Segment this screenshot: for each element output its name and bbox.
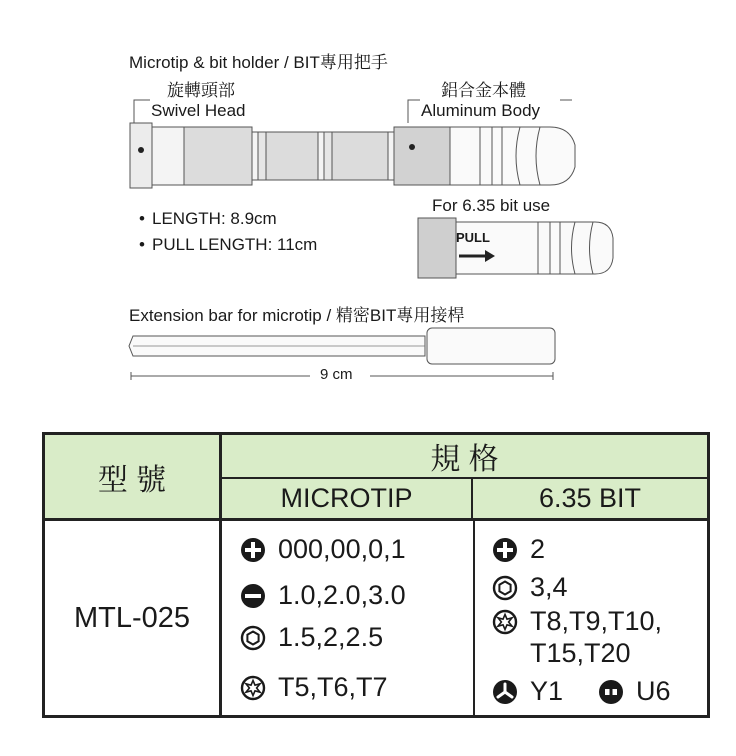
microtip-hex-sizes: 1.5,2,2.5 bbox=[278, 622, 384, 652]
bit-item-torx-continued bbox=[530, 638, 631, 669]
slotted-icon bbox=[240, 583, 266, 609]
microtip-item-hex bbox=[240, 622, 383, 653]
bit-header: 6.35 BIT bbox=[538, 483, 642, 513]
column-divider bbox=[473, 521, 475, 715]
swivel-head-cn-label: 旋轉頭部 bbox=[167, 81, 235, 100]
aluminum-body-en-label: Aluminum Body bbox=[421, 101, 541, 120]
microtip-header-cell bbox=[222, 479, 473, 521]
torx-icon bbox=[492, 609, 518, 635]
u-icon bbox=[598, 679, 624, 705]
bit-item-u bbox=[598, 676, 671, 707]
holder-illustration bbox=[120, 95, 590, 195]
model-header: 型 號 bbox=[97, 463, 167, 497]
cap-dot bbox=[138, 147, 144, 153]
microtip-header: MICROTIP bbox=[280, 483, 413, 513]
spec-header-cell bbox=[222, 435, 707, 479]
microtip-phillips-sizes: 000,00,0,1 bbox=[278, 534, 406, 564]
pull-length-bullet: • bbox=[139, 235, 145, 254]
microtip-item-phillips bbox=[240, 534, 406, 565]
bit-torx-sizes-line2: T15,T20 bbox=[530, 638, 631, 668]
model-header-cell bbox=[45, 435, 222, 521]
microtip-item-torx bbox=[240, 672, 388, 703]
bit-header-cell bbox=[473, 479, 707, 521]
bit-hex-sizes: 3,4 bbox=[530, 572, 568, 602]
microtip-slotted-sizes: 1.0,2.0,3.0 bbox=[278, 580, 406, 610]
pull-length-label: PULL LENGTH: 11cm bbox=[152, 235, 318, 254]
bit-tri-wing-size: Y1 bbox=[530, 676, 564, 706]
bit-use-label: For 6.35 bit use bbox=[432, 196, 551, 215]
hex-icon bbox=[240, 625, 266, 651]
phillips-icon bbox=[240, 537, 266, 563]
aluminum-body-cn-label: 鋁合金本體 bbox=[441, 81, 526, 100]
swivel-head-en-label: Swivel Head bbox=[151, 101, 246, 120]
length-label: LENGTH: 8.9cm bbox=[152, 209, 277, 228]
bit-u-size: U6 bbox=[636, 676, 671, 706]
microtip-torx-sizes: T5,T6,T7 bbox=[278, 672, 388, 702]
bit-phillips-sizes: 2 bbox=[530, 534, 546, 564]
bit-item-phillips bbox=[492, 534, 545, 565]
extension-length-label: 9 cm bbox=[320, 366, 353, 383]
bit-item-hex bbox=[492, 572, 568, 603]
bit-item-tri-wing bbox=[492, 676, 563, 707]
length-bullet: • bbox=[139, 209, 145, 228]
tri-wing-icon bbox=[492, 679, 518, 705]
pull-label: PULL bbox=[456, 230, 490, 245]
pull-illustration bbox=[415, 214, 620, 282]
extension-title: Extension bar for microtip / 精密BIT專用接桿 bbox=[129, 306, 465, 325]
phillips-icon bbox=[492, 537, 518, 563]
model-value-cell bbox=[45, 521, 222, 715]
microtip-item-slotted bbox=[240, 580, 406, 611]
holder-title: Microtip & bit holder / BIT專用把手 bbox=[129, 53, 388, 72]
hex-icon bbox=[492, 575, 518, 601]
bit-torx-sizes-line1: T8,T9,T10, bbox=[530, 606, 663, 636]
spec-header: 規 格 bbox=[430, 443, 499, 476]
torx-icon bbox=[240, 675, 266, 701]
model-value: MTL-025 bbox=[73, 601, 191, 634]
bit-item-torx bbox=[492, 606, 662, 637]
